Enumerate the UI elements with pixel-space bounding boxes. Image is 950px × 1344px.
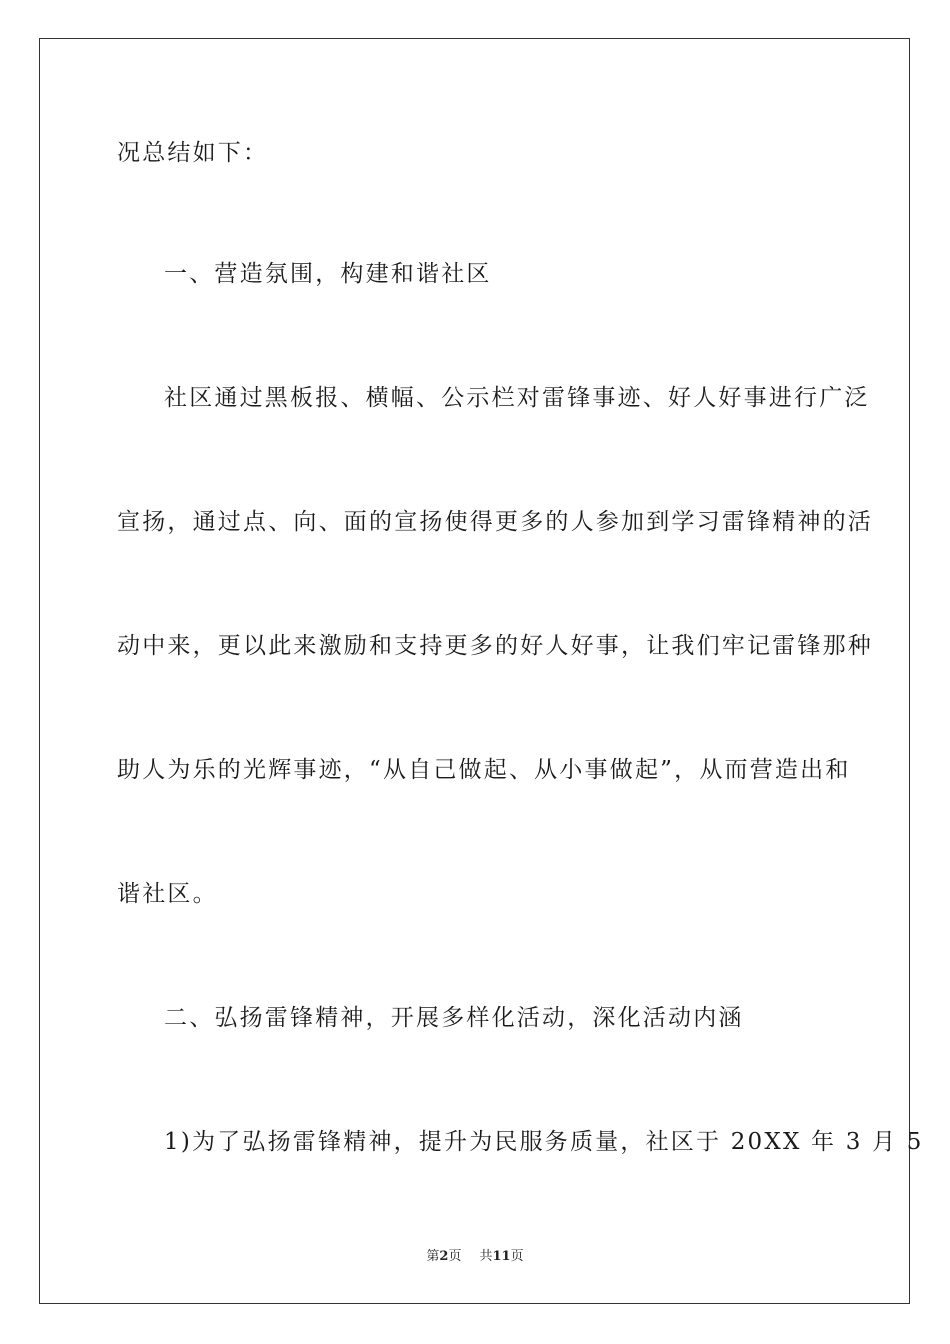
current-page-number: 2 [439, 1249, 449, 1264]
paragraph-line: 助人为乐的光辉事迹，“从自己做起、从小事做起”，从而营造出和 [117, 757, 851, 783]
section-heading: 二、弘扬雷锋精神，开展多样化活动，深化活动内涵 [164, 1005, 744, 1031]
total-page-count: 11 [492, 1249, 511, 1264]
paragraph-line: 动中来，更以此来激励和支持更多的好人好事，让我们牢记雷锋那种 [117, 633, 873, 659]
paragraph-line: 社区通过黑板报、横幅、公示栏对雷锋事迹、好人好事进行广泛 [164, 385, 870, 411]
total-label-prefix: 共 [479, 1249, 493, 1264]
paragraph-line: 谐社区。 [117, 881, 218, 907]
paragraph-line: 宣扬，通过点、向、面的宣扬使得更多的人参加到学习雷锋精神的活 [117, 509, 873, 535]
section-heading: 一、营造氛围，构建和谐社区 [164, 261, 492, 287]
page-border [39, 38, 910, 1304]
page-label-prefix: 第 [426, 1249, 440, 1264]
paragraph-line: 况总结如下： [117, 140, 269, 166]
page-footer [0, 1248, 950, 1266]
page-label-suffix: 页 [448, 1249, 462, 1264]
total-label-suffix: 页 [510, 1249, 524, 1264]
paragraph-line: 1)为了弘扬雷锋精神，提升为民服务质量，社区于 20XX 年 3 月 5 [164, 1129, 924, 1155]
